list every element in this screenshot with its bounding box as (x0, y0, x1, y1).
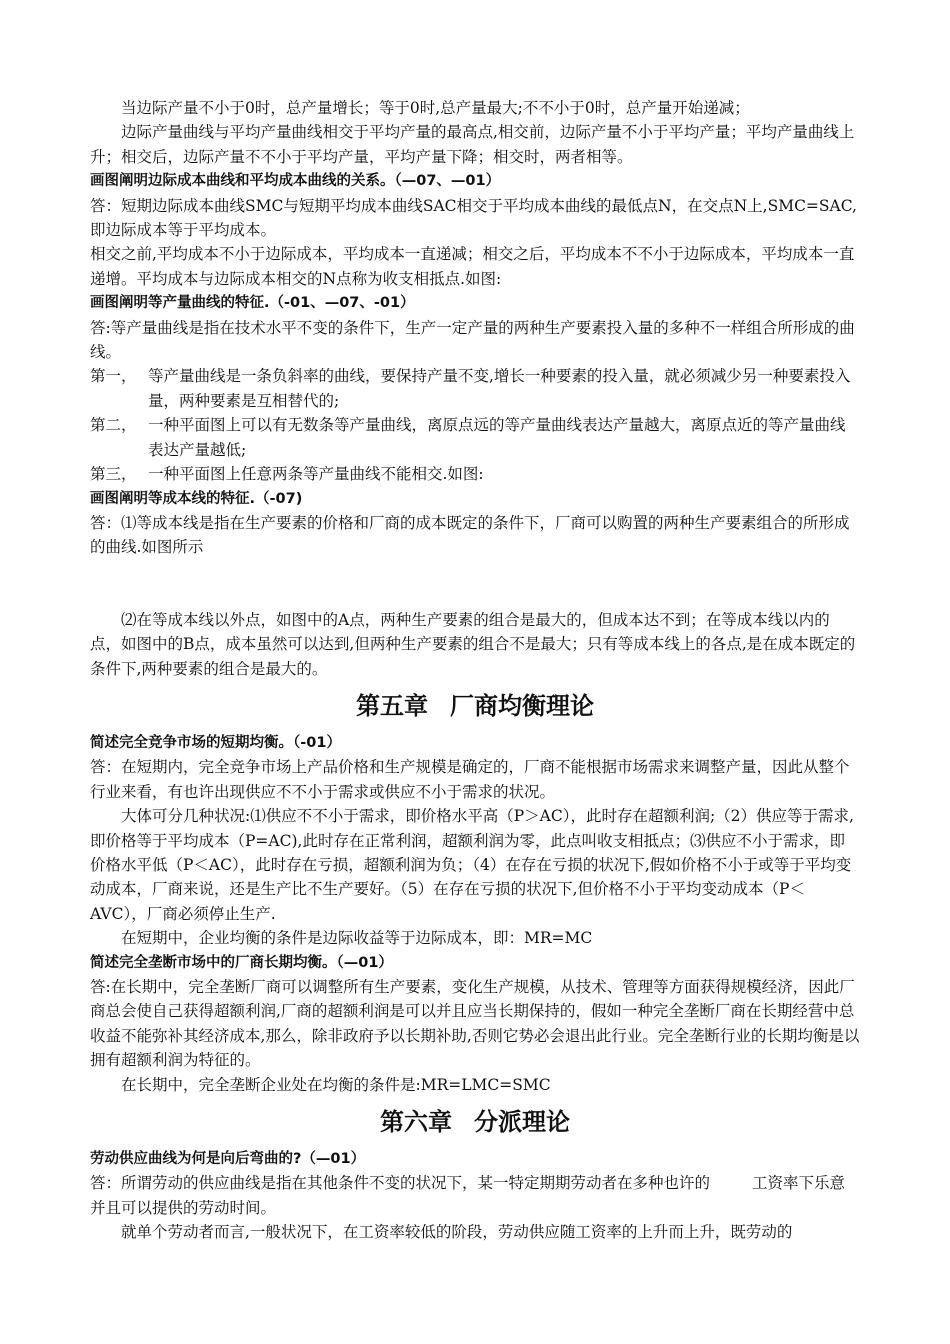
question-heading: 画图阐明边际成本曲线和平均成本曲线的关系。（—07、—01） (90, 173, 501, 190)
question-heading: 劳动供应曲线为何是向后弯曲的?（—01） (90, 1151, 366, 1168)
answer-text: 工资率下乐意并且可以提供的劳动时间。 (90, 1174, 846, 1217)
answer-paragraph: 答：⑴等成本线是指在生产要素的价格和厂商的成本既定的条件下，厂商可以购置的两种生产要素组合的所形成的曲线.如图所示 (90, 513, 850, 557)
list-number: 第一， (90, 367, 137, 386)
answer-text: 答：所谓劳动的供应曲线是指在其他条件不变的状况下，某一特定期期劳动者在多种也许的 (90, 1174, 711, 1193)
list-number: 第二， (90, 416, 137, 435)
paragraph-marginal-vs-average: 边际产量曲线与平均产量曲线相交于平均产量的最高点,相交前，边际产量不小于平均产量；平均产量曲线上升；相交后，边际产量不不小于平均产量，平均产量下降；相交时，两者相等。 (90, 123, 855, 166)
answer-paragraph: 答:在长期中，完全垄断厂商可以调整所有生产要素，变化生产规模，从技术、管理等方面获得规模经济，因此厂商总会使自己获得超额利润,厂商的超额利润是可以并且应当长期保持的，假如一种完全垄断厂商在长期经营中总收益不能弥补其经济成本,那么，除非政府予以长期补助,否则它势必会退出此行业。完全垄断行业的长期均衡是以拥有超额利润为特征的。 (90, 978, 860, 1070)
chapter-number: 第五章 (356, 691, 428, 720)
answer-paragraph: 相交之前,平均成本不小于边际成本，平均成本一直递减；相交之后，平均成本不不小于边际成本，平均成本一直递增。平均成本与边际成本相交的N点称为收支相抵点.如图: (90, 245, 855, 288)
list-item (90, 462, 860, 486)
answer-paragraph: ⑵在等成本线以外点，如图中的A点，两种生产要素的组合是最大的，但成本达不到；在等成本线以内的点，如图中的B点，成本虽然可以达到,但两种生产要素的组合不是最大；只有等成本线上的各点,是在成本既定的条件下,两种要素的组合是最大的。 (90, 610, 856, 678)
answer-paragraph: 答：在短期内，完全竞争市场上产品价格和生产规模是确定的，厂商不能根据市场需求来调整产量，因此从整个行业来看，有也许出现供应不不小于需求或供应不小于需求的状况。 (90, 758, 850, 801)
chapter-number: 第六章 (380, 1108, 452, 1137)
list-item (90, 413, 860, 462)
answer-paragraph: 答：短期边际成本曲线SMC与短期平均成本曲线SAC相交于平均成本曲线的最低点N，在交点N上,SMC=SAC,即边际成本等于平均成本。 (90, 196, 857, 240)
chapter-title: 分派理论 (474, 1108, 570, 1137)
figure-placeholder (90, 560, 860, 608)
list-number: 第三， (90, 465, 137, 484)
chapter-title: 厂商均衡理论 (450, 691, 594, 720)
chapter-heading (90, 1105, 860, 1139)
question-heading: 简述完全垄断市场中的厂商长期均衡。（—01） (90, 954, 393, 971)
answer-paragraph: 大体可分几种状况:⑴供应不不小于需求，即价格水平高（P＞AC），此时存在超额利润;（2）供应等于需求,即价格等于平均成本（P=AC),此时存在正常利润，超额利润为零，此点叫收支相抵点；⑶供应不小于需求，即价格水平低（P＜AC），此时存在亏损，超额利润为负；（4）在存在亏损的状况下,假如价格不小于或等于平均变动成本，厂商来说，还是生产比不生产要好。（5）在存在亏损的状况下,但价格不小于平均变动成本（P＜AVC），厂商必须停止生产. (90, 807, 854, 923)
list-item (90, 364, 860, 413)
list-text: 等产量曲线是一条负斜率的曲线，要保持产量不变,增长一种要素的投入量，就必须减少另一种要素投入量，两种要素是互相替代的; (148, 367, 851, 410)
list-text: 一种平面图上可以有无数条等产量曲线，离原点远的等产量曲线表达产量越大，离原点近的等产量曲线表达产量越低; (148, 416, 846, 459)
paragraph-marginal-output: 当边际产量不小于0时，总产量增长；等于0时,总产量最大;不不小于0时，总产量开始递减； (121, 99, 750, 117)
answer-paragraph: 在长期中，完全垄断企业处在均衡的条件是:MR=LMC=SMC (121, 1075, 551, 1094)
list-text: 一种平面图上任意两条等产量曲线不能相交.如图: (148, 465, 484, 484)
answer-paragraph: 在短期中，企业均衡的条件是边际收益等于边际成本，即：MR=MC (121, 929, 593, 948)
question-heading: 画图阐明等成本线的特征.（-07) (90, 490, 303, 507)
question-heading: 简述完全竞争市场的短期均衡。（-01） (90, 734, 341, 751)
answer-paragraph: 就单个劳动者而言,一般状况下，在工资率较低的阶段，劳动供应随工资率的上升而上升，既劳动的 (121, 1223, 793, 1242)
chapter-heading (90, 689, 860, 723)
question-heading: 画图阐明等产量曲线的特征.（-01、—07、-01） (90, 295, 415, 312)
answer-paragraph (90, 1171, 860, 1220)
answer-paragraph: 答:等产量曲线是指在技术水平不变的条件下，生产一定产量的两种生产要素投入量的多种不一样组合所形成的曲线。 (90, 318, 855, 362)
